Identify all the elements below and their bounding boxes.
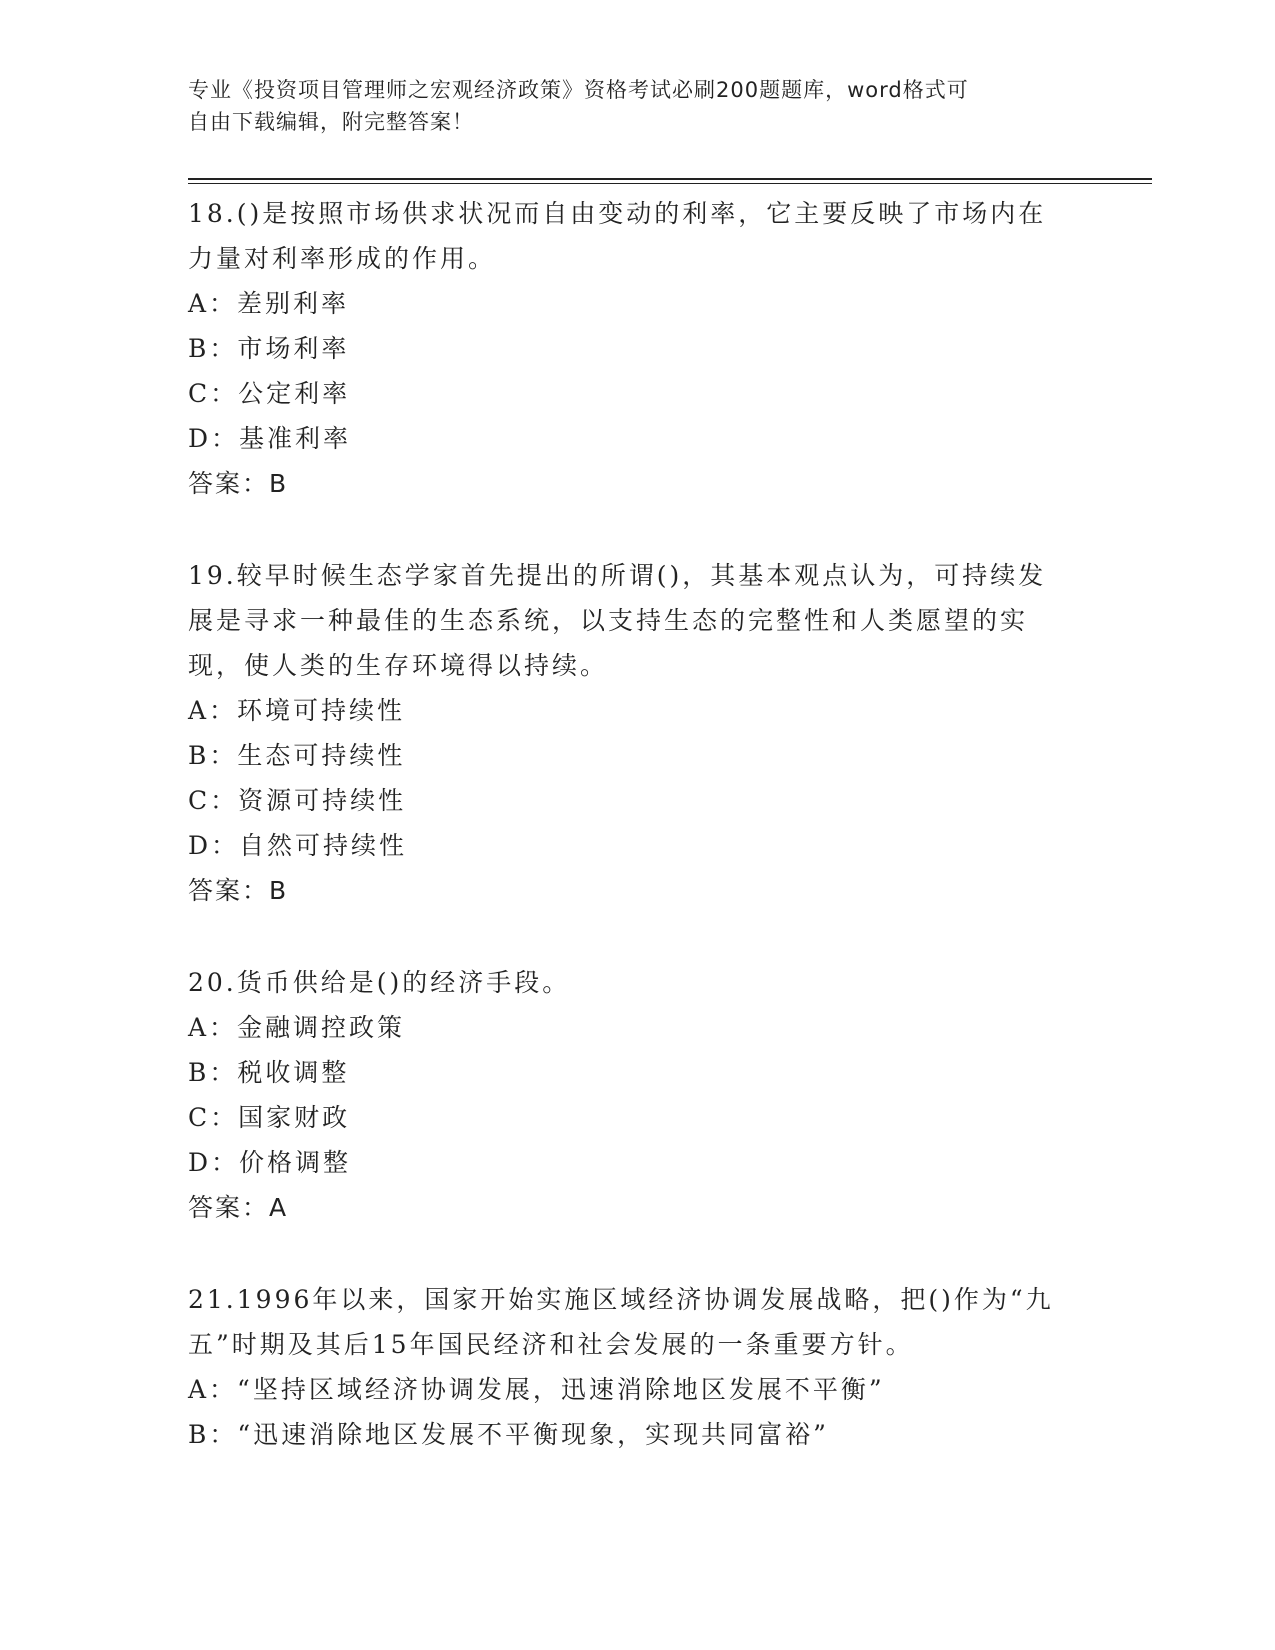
answer: 答案：B [188,876,289,905]
header-rule-thin [188,183,1152,184]
question-spacer [188,1230,1088,1277]
question-18 [188,191,1088,506]
option-b: B：税收调整 [188,1058,350,1087]
option-b: B：市场利率 [188,334,350,363]
question-text-line: 现，使人类的生存环境得以持续。 [188,651,609,680]
option-a: A：环境可持续性 [188,696,406,725]
question-text-line: 18.()是按照市场供求状况而自由变动的利率，它主要反映了市场内在 [188,199,1047,228]
question-text-line: 21.1996年以来，国家开始实施区域经济协调发展战略，把()作为“九 [188,1285,1054,1314]
question-text-line: 19.较早时候生态学家首先提出的所谓()，其基本观点认为，可持续发 [188,561,1047,590]
option-b: B：生态可持续性 [188,741,406,770]
option-c: C：公定利率 [188,379,351,408]
question-text-line: 展是寻求一种最佳的生态系统，以支持生态的完整性和人类愿望的实 [188,606,1029,635]
header-line-2: 自由下载编辑，附完整答案！ [188,110,474,134]
option-d: D：基准利率 [188,424,352,453]
question-19 [188,553,1088,913]
option-c: C：资源可持续性 [188,786,407,815]
option-a: A：金融调控政策 [188,1013,406,1042]
question-20 [188,960,1088,1230]
option-d: D：价格调整 [188,1148,352,1177]
question-text-line: 五”时期及其后15年国民经济和社会发展的一条重要方针。 [188,1330,914,1359]
question-text-line: 20.货币供给是()的经济手段。 [188,968,571,997]
document-header [188,74,1088,138]
header-rule-thick [188,178,1152,180]
question-list [188,191,1088,1457]
question-text-line: 力量对利率形成的作用。 [188,244,497,273]
option-a: A：“坚持区域经济协调发展，迅速消除地区发展不平衡” [188,1375,885,1404]
option-c: C：国家财政 [188,1103,351,1132]
answer: 答案：B [188,469,289,498]
question-21 [188,1277,1088,1457]
option-b: B：“迅速消除地区发展不平衡现象，实现共同富裕” [188,1420,829,1449]
question-spacer [188,506,1088,553]
answer: 答案：A [188,1193,289,1222]
option-a: A：差别利率 [188,289,350,318]
question-spacer [188,913,1088,960]
option-d: D：自然可持续性 [188,831,408,860]
header-line-1: 专业《投资项目管理师之宏观经济政策》资格考试必刷200题题库，word格式可 [188,78,969,102]
